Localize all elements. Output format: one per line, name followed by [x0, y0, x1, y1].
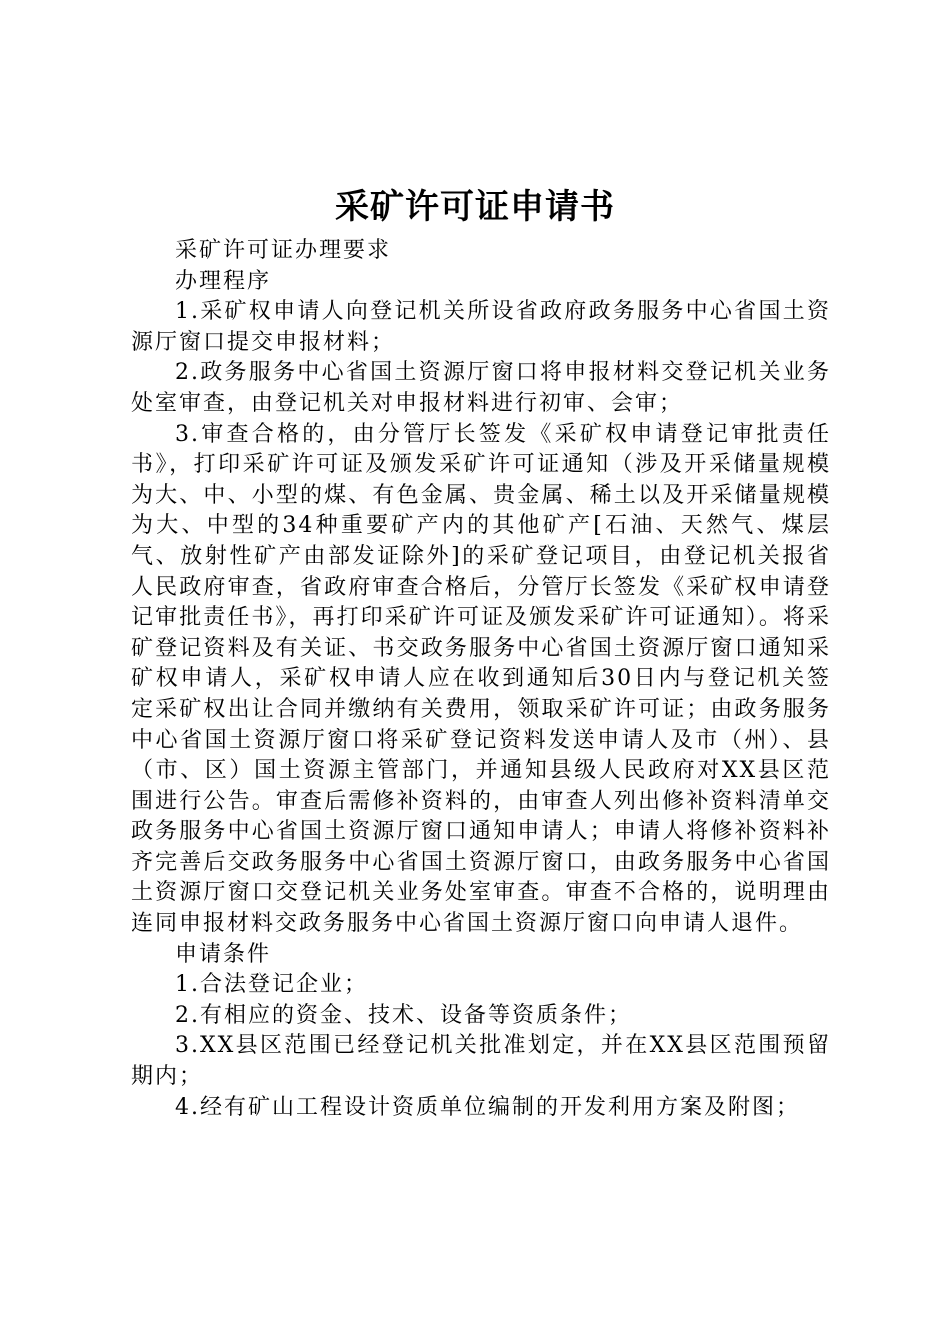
paragraph-condition-3: 3.XX县区范围已经登记机关批准划定，并在XX县区范围预留期内；: [131, 1033, 831, 1090]
paragraph-heading-conditions: 申请条件: [175, 941, 272, 967]
paragraph-heading-procedure: 办理程序: [175, 268, 272, 294]
paragraph-procedure-step-3: 3.审查合格的，由分管厅长签发《采矿权申请登记审批责任书》，打印采矿许可证及颁发采矿许可证通知（涉及开采储量规模为大、中、小型的煤、有色金属、贵金属、稀土以及开采储量规模为大、中型的34种重要矿产内的其他矿产[石油、天然气、煤层气、放射性矿产由部发证除外]的采矿登记项目，由登记机关报省人民政府审查，省政府审查合格后，分管厅长签发《采矿权申请登记审批责任书》，再打印采矿许可证及颁发采矿许可证通知）。将采矿登记资料及有关证、书交政务服务中心省国土资源厅窗口通知采矿权申请人，采矿权申请人应在收到通知后30日内与登记机关签定采矿权出让合同并缴纳有关费用，领取采矿许可证；由政务服务中心省国土资源厅窗口将采矿登记资料发送申请人及市（州）、县（市、区）国土资源主管部门，并通知县级人民政府对XX县区范围进行公告。审查后需修补资料的，由审查人列出修补资料清单交政务服务中心省国土资源厅窗口通知申请人；申请人将修补资料补齐完善后交政务服务中心省国土资源厅窗口，由政务服务中心省国土资源厅窗口交登记机关业务处室审查。审查不合格的，说明理由连同申报材料交政务服务中心省国土资源厅窗口向申请人退件。: [131, 421, 831, 937]
document-title: 采矿许可证申请书: [335, 187, 615, 227]
paragraph-condition-2: 2.有相应的资金、技术、设备等资质条件；: [175, 1002, 632, 1028]
document-body: [131, 236, 831, 1123]
paragraph-heading-requirements: 采矿许可证办理要求: [175, 238, 392, 263]
paragraph-procedure-step-2: 2.政务服务中心省国土资源厅窗口将申报材料交登记机关业务处室审查，由登记机关对申报材料进行初审、会审；: [131, 360, 831, 416]
paragraph-condition-4: 4.经有矿山工程设计资质单位编制的开发利用方案及附图；: [175, 1094, 800, 1120]
paragraph-procedure-step-1: 1.采矿权申请人向登记机关所设省政府政务服务中心省国土资源厅窗口提交申报材料；: [131, 299, 831, 355]
paragraph-condition-1: 1.合法登记企业；: [175, 972, 368, 998]
